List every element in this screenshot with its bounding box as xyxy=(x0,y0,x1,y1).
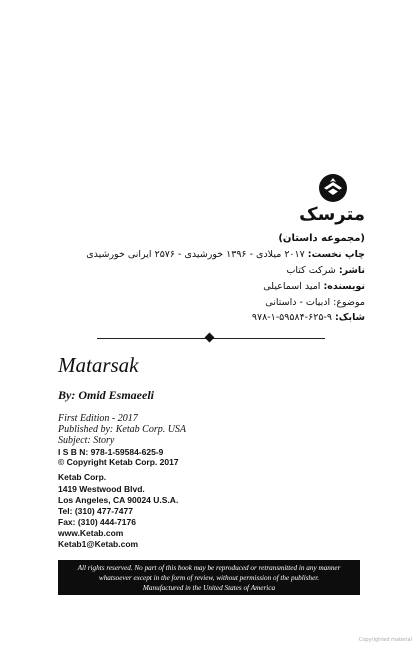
rights-line-1: All rights reserved. No part of this book may be reproduced or retransmitted in any manner xyxy=(77,564,341,572)
divider-diamond-icon xyxy=(205,333,215,343)
author-label: نویسنده: xyxy=(323,281,365,292)
first-print-value: ۲۰۱۷ میلادی - ۱۳۹۶ خورشیدی - ۲۵۷۶ ایرانی خورشیدی xyxy=(86,249,305,260)
persian-first-print xyxy=(86,249,365,260)
persian-isbn xyxy=(252,312,365,323)
rights-line-3: Manufactured in the United States of America xyxy=(142,584,276,592)
rights-box xyxy=(58,560,360,595)
isbn-value: ۹۷۸-۱-۵۹۵۸۴-۶۲۵-۹ xyxy=(251,312,332,323)
copyright-line: © Copyright Ketab Corp. 2017 xyxy=(58,457,179,467)
address-company: Ketab Corp. xyxy=(58,472,107,482)
subject-label: موضوع: xyxy=(333,297,365,308)
isbn-line: I S B N: 978-1-59584-625-9 xyxy=(58,447,164,457)
address-tel: Tel: (310) 477-7477 xyxy=(58,506,133,516)
rights-line-2: whatsoever except in the form of review, without permission of the publisher. xyxy=(98,574,320,582)
persian-subtitle: (مجموعه داستان) xyxy=(278,233,365,244)
address-web: www.Ketab.com xyxy=(58,528,124,538)
subject-value: ادبیات - داستانی xyxy=(265,297,331,308)
address-email: Ketab1@Ketab.com xyxy=(58,539,139,549)
subject-line: Subject: Story xyxy=(58,435,115,446)
persian-subject xyxy=(265,297,365,308)
first-print-label: چاپ نخست: xyxy=(307,249,365,260)
english-author: By: Omid Esmaeeli xyxy=(58,388,154,402)
address-city: Los Angeles, CA 90024 U.S.A. xyxy=(58,495,179,505)
address-street: 1419 Westwood Blvd. xyxy=(58,484,145,494)
publisher-label: ناشر: xyxy=(338,265,365,276)
copyrighted-material-watermark: Copyrighted material xyxy=(358,637,412,643)
edition-line: First Edition - 2017 xyxy=(58,413,138,424)
persian-author xyxy=(263,281,365,292)
publisher-value: شرکت کتاب xyxy=(286,265,336,276)
book-emblem-icon xyxy=(318,173,348,203)
address-fax: Fax: (310) 444-7176 xyxy=(58,517,136,527)
isbn-label: شابک: xyxy=(334,312,365,323)
persian-publisher xyxy=(286,265,365,276)
persian-book-title: مترسک xyxy=(299,204,365,225)
published-line: Published by: Ketab Corp. USA xyxy=(58,424,187,435)
author-value: امید اسماعیلی xyxy=(263,281,321,292)
english-book-title: Matarsak xyxy=(58,353,139,377)
